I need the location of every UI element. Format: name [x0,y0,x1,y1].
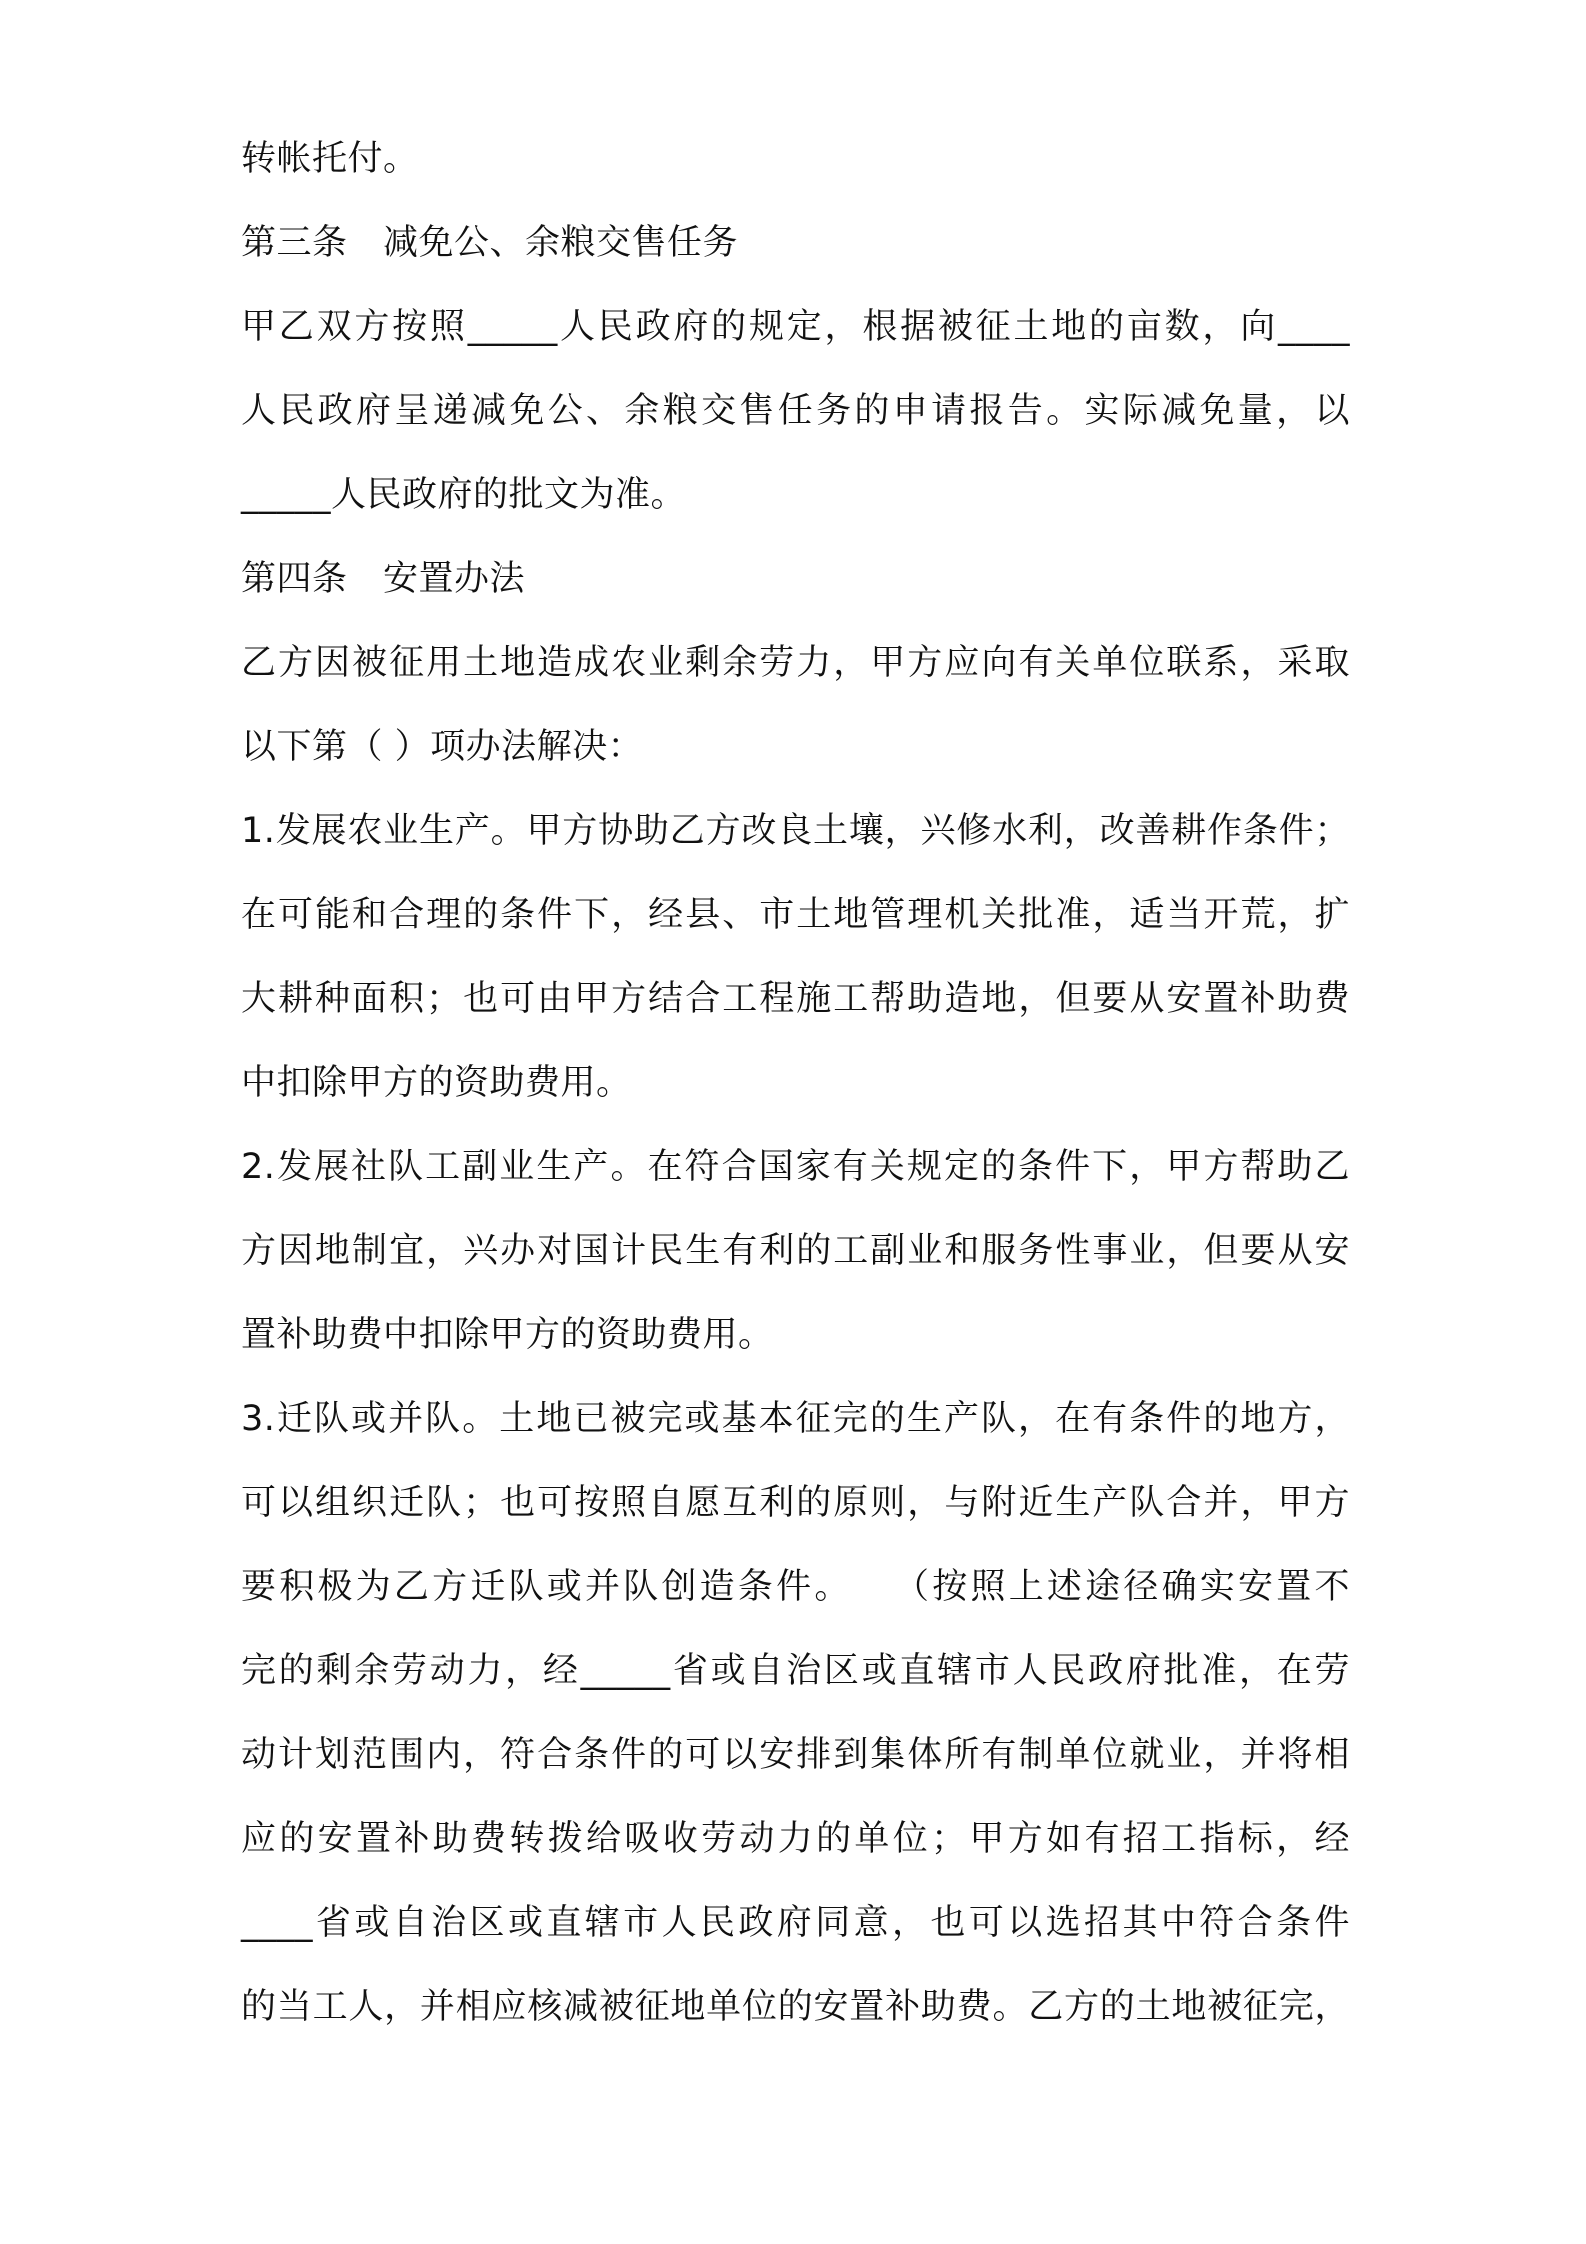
item-3-line-4: 完的剩余劳动力，经_____省或自治区或直辖市人民政府批准，在劳 [241,1651,1350,1691]
article-3-heading: 第三条 减免公、余粮交售任务 [241,223,739,263]
item-3-line-5: 动计划范围内，符合条件的可以安排到集体所有制单位就业，并将相 [241,1735,1350,1775]
item-2-line-1: 2.发展社队工副业生产。在符合国家有关规定的条件下，甲方帮助乙 [241,1147,1350,1187]
item-3-line-8: 的当工人，并相应核减被征地单位的安置补助费。乙方的土地被征完， [241,1987,1350,2027]
text-line-4: 人民政府呈递减免公、余粮交售任务的申请报告。实际减免量，以 [241,391,1350,431]
item-1-line-1: 1.发展农业生产。甲方协助乙方改良土壤，兴修水利，改善耕作条件； [241,811,1350,851]
item-1-line-3: 大耕种面积；也可由甲方结合工程施工帮助造地，但要从安置补助费 [241,979,1350,1019]
item-3-line-6: 应的安置补助费转拨给吸收劳动力的单位；甲方如有招工指标，经 [241,1819,1350,1859]
item-1-line-2: 在可能和合理的条件下，经县、市土地管理机关批准，适当开荒，扩 [241,895,1350,935]
item-3-line-7: ____省或自治区或直辖市人民政府同意，也可以选招其中符合条件 [241,1903,1350,1943]
item-2-line-3: 置补助费中扣除甲方的资助费用。 [241,1315,774,1355]
item-3-line-2: 可以组织迁队；也可按照自愿互利的原则，与附近生产队合并，甲方 [241,1483,1350,1523]
article-4-heading: 第四条 安置办法 [241,559,526,599]
text-line-3: 甲乙双方按照_____人民政府的规定，根据被征土地的亩数，向____ [241,307,1350,347]
text-line-8: 以下第（ ）项办法解决： [241,727,644,767]
item-3-line-3: 要积极为乙方迁队或并队创造条件。 （按照上述途径确实安置不 [241,1567,1350,1607]
item-1-line-4: 中扣除甲方的资助费用。 [241,1063,632,1103]
text-line-1: 转帐托付。 [241,139,419,179]
text-line-7: 乙方因被征用土地造成农业剩余劳力，甲方应向有关单位联系，采取 [241,643,1350,683]
item-2-line-2: 方因地制宜，兴办对国计民生有利的工副业和服务性事业，但要从安 [241,1231,1350,1271]
item-3-line-1: 3.迁队或并队。土地已被完或基本征完的生产队，在有条件的地方， [241,1399,1350,1439]
text-line-5: _____人民政府的批文为准。 [241,475,687,515]
